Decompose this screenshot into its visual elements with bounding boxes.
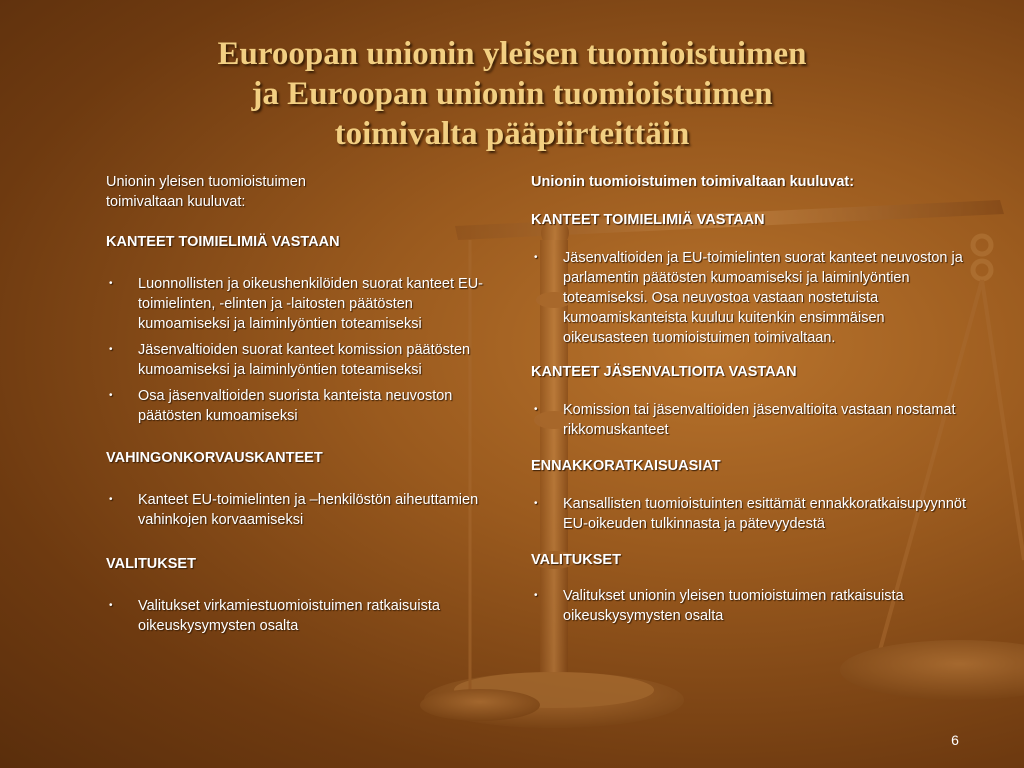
left-column	[106, 172, 484, 636]
list-item	[106, 490, 484, 530]
left-section-title: VAHINGONKORVAUSKANTEET	[106, 450, 323, 466]
bullet-icon: •	[109, 494, 113, 505]
bullet-icon: •	[109, 344, 113, 355]
right-section-title: KANTEET TOIMIELIMIÄ VASTAAN	[531, 212, 765, 228]
list-item	[531, 400, 971, 440]
right-section-title: KANTEET JÄSENVALTIOITA VASTAAN	[531, 364, 797, 380]
right-section-list	[531, 400, 971, 440]
slide-title-line-1: Euroopan unionin yleisen tuomioistuimen	[217, 36, 807, 72]
left-section-title: VALITUKSET	[106, 556, 196, 572]
right-column	[531, 172, 971, 626]
list-item	[531, 248, 971, 348]
bullet-icon: •	[534, 590, 538, 601]
list-item	[106, 386, 484, 426]
left-heading-line-2: toimivaltaan kuuluvat:	[106, 194, 246, 210]
list-item-text: Valitukset unionin yleisen tuomioistuimen ratkaisuista oikeuskysymysten osalta	[563, 588, 904, 624]
list-item	[531, 586, 971, 626]
right-section-title: VALITUKSET	[531, 552, 621, 568]
left-section-list	[106, 274, 484, 426]
list-item-text: Jäsenvaltioiden suorat kanteet komission päätösten kumoamiseksi ja laiminlyöntien toteamiseksi	[138, 342, 471, 378]
list-item-text: Kansallisten tuomioistuinten esittämät ennakkoratkaisupyynnöt EU-oikeuden tulkinnasta ja pätevyydestä	[563, 496, 967, 532]
list-item-text: Valitukset virkamiestuomioistuimen ratkaisuista oikeuskysymysten osalta	[138, 598, 440, 634]
list-item-text: Osa jäsenvaltioiden suorista kanteista neuvoston päätösten kumoamiseksi	[138, 388, 453, 424]
bullet-icon: •	[109, 600, 113, 611]
right-section-list	[531, 494, 971, 534]
list-item-text: Luonnollisten ja oikeushenkilöiden suorat kanteet EU-toimielinten, -elinten ja -laitosten päätösten kumoamiseksi ja laiminlyöntien toteamiseksi	[138, 276, 483, 332]
left-section-list	[106, 490, 484, 530]
list-item-text: Komission tai jäsenvaltioiden jäsenvaltioita vastaan nostamat rikkomuskanteet	[563, 402, 956, 438]
bullet-icon: •	[534, 252, 538, 263]
list-item	[106, 274, 484, 334]
right-section-list	[531, 586, 971, 626]
list-item	[106, 596, 484, 636]
list-item	[106, 340, 484, 380]
left-section-title: KANTEET TOIMIELIMIÄ VASTAAN	[106, 234, 340, 250]
list-item-text: Kanteet EU-toimielinten ja –henkilöstön aiheuttamien vahinkojen korvaamiseksi	[138, 492, 479, 528]
list-item-text: Jäsenvaltioiden ja EU-toimielinten suorat kanteet neuvoston ja parlamentin päätösten kumoamiseksi ja laiminlyöntien toteamiseksi. Osa neuvostoa vastaan nostetuista kumoamiskanteista kuuluu kuitenkin ensimmäisen oikeusasteen tuomioistuimen toimivaltaan.	[563, 250, 963, 346]
right-section-title: ENNAKKORATKAISUASIAT	[531, 458, 721, 474]
bullet-icon: •	[109, 390, 113, 401]
slide-title-line-2: ja Euroopan unionin tuomioistuimen	[251, 76, 773, 112]
bullet-icon: •	[534, 404, 538, 415]
list-item	[531, 494, 971, 534]
left-heading-line-1: Unionin yleisen tuomioistuimen	[106, 174, 306, 190]
slide-title	[100, 34, 924, 154]
bullet-icon: •	[109, 278, 113, 289]
slide-title-line-3: toimivalta pääpiirteittäin	[334, 116, 690, 152]
right-section-list	[531, 248, 971, 348]
bullet-icon: •	[534, 498, 538, 509]
right-heading: Unionin tuomioistuimen toimivaltaan kuuluvat:	[531, 174, 855, 190]
left-section-list	[106, 596, 484, 636]
page-number: 6	[951, 732, 959, 748]
